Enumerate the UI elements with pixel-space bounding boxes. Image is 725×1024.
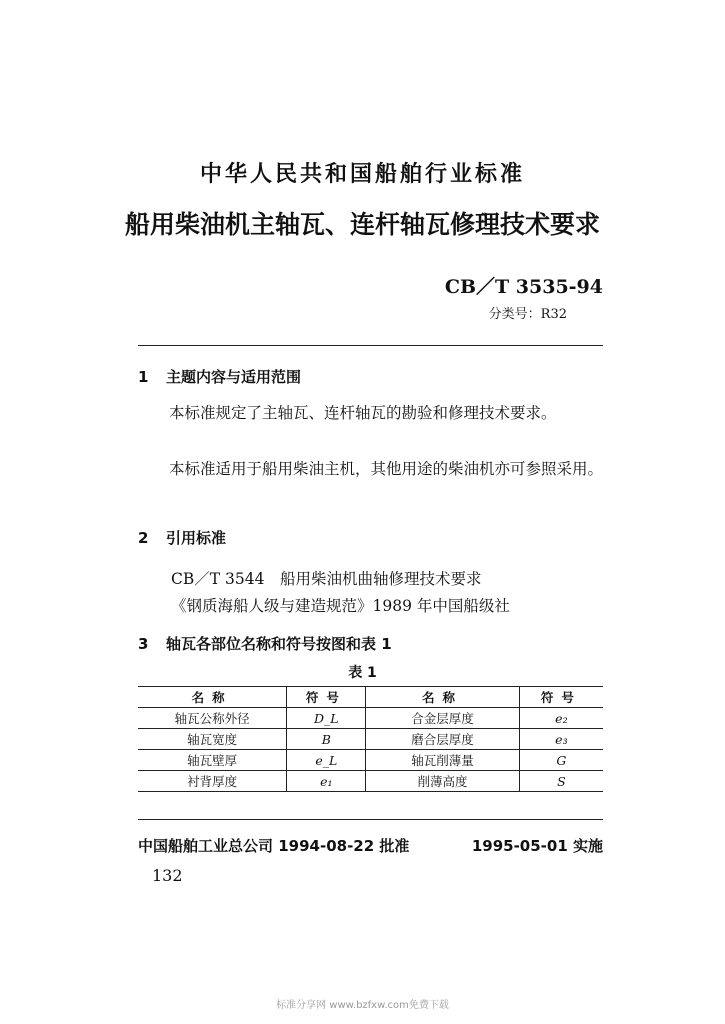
approval-text: 中国船舶工业总公司 1994-08-22 批准 (138, 837, 410, 855)
table-cell: S (519, 771, 603, 792)
section-1-paragraph-1: 本标准规定了主轴瓦、连杆轴瓦的勘验和修理技术要求。 (169, 404, 557, 422)
table-1-caption: 表 1 (348, 665, 377, 681)
standard-number: CB／T 3535-94 (444, 276, 603, 298)
header-rule (138, 345, 603, 346)
table-cell: 合金层厚度 (366, 708, 519, 729)
section-1-heading (138, 366, 301, 387)
table-header-row (138, 687, 603, 708)
table-row (138, 771, 603, 792)
section-1-title: 主题内容与适用范围 (166, 368, 302, 386)
section-2-title: 引用标准 (166, 529, 227, 547)
table-cell: 轴瓦宽度 (138, 729, 287, 750)
footer-line (138, 835, 603, 856)
footer-rule (138, 819, 603, 820)
page-number: 132 (152, 866, 183, 885)
effective-date: 1995-05-01 实施 (471, 837, 603, 855)
table-cell: e₁ (287, 771, 366, 792)
section-3-number: 3 (138, 635, 149, 653)
standard-org-title: 中华人民共和国船舶行业标准 (199, 162, 525, 187)
section-3-title: 轴瓦各部位名称和符号按图和表 1 (166, 635, 392, 653)
table-cell: D_L (287, 708, 366, 729)
table-cell: 削薄高度 (366, 771, 519, 792)
table-cell: e_L (287, 750, 366, 771)
header-symbol-2: 符号 (519, 687, 603, 708)
table-cell: 轴瓦壁厚 (138, 750, 287, 771)
section-1-number: 1 (138, 368, 149, 386)
classification-number: 分类号：R32 (488, 307, 567, 322)
table-row (138, 729, 603, 750)
table-1 (138, 686, 603, 792)
table-cell: B (287, 729, 366, 750)
reference-2: 《钢质海船人级与建造规范》1989 年中国船级社 (171, 597, 510, 615)
header-symbol-1: 符号 (287, 687, 366, 708)
table-cell: e₃ (519, 729, 603, 750)
table-row (138, 708, 603, 729)
watermark-text: 标准分享网 www.bzfxw.com免费下载 (276, 1000, 449, 1011)
header-name-1: 名称 (138, 687, 287, 708)
table-cell: 轴瓦公称外径 (138, 708, 287, 729)
section-2-number: 2 (138, 529, 149, 547)
reference-1: CB／T 3544 船用柴油机曲轴修理技术要求 (171, 570, 482, 588)
table-cell: G (519, 750, 603, 771)
table-row (138, 750, 603, 771)
section-2-heading (138, 527, 226, 548)
section-1-paragraph-2: 本标准适用于船用柴油主机，其他用途的柴油机亦可参照采用。 (169, 460, 604, 478)
document-title: 船用柴油机主轴瓦、连杆轴瓦修理技术要求 (124, 210, 600, 239)
table-cell: 衬背厚度 (138, 771, 287, 792)
table-cell: 轴瓦削薄量 (366, 750, 519, 771)
table-cell: e₂ (519, 708, 603, 729)
table-cell: 磨合层厚度 (366, 729, 519, 750)
header-name-2: 名称 (366, 687, 519, 708)
section-3-heading (138, 633, 392, 654)
